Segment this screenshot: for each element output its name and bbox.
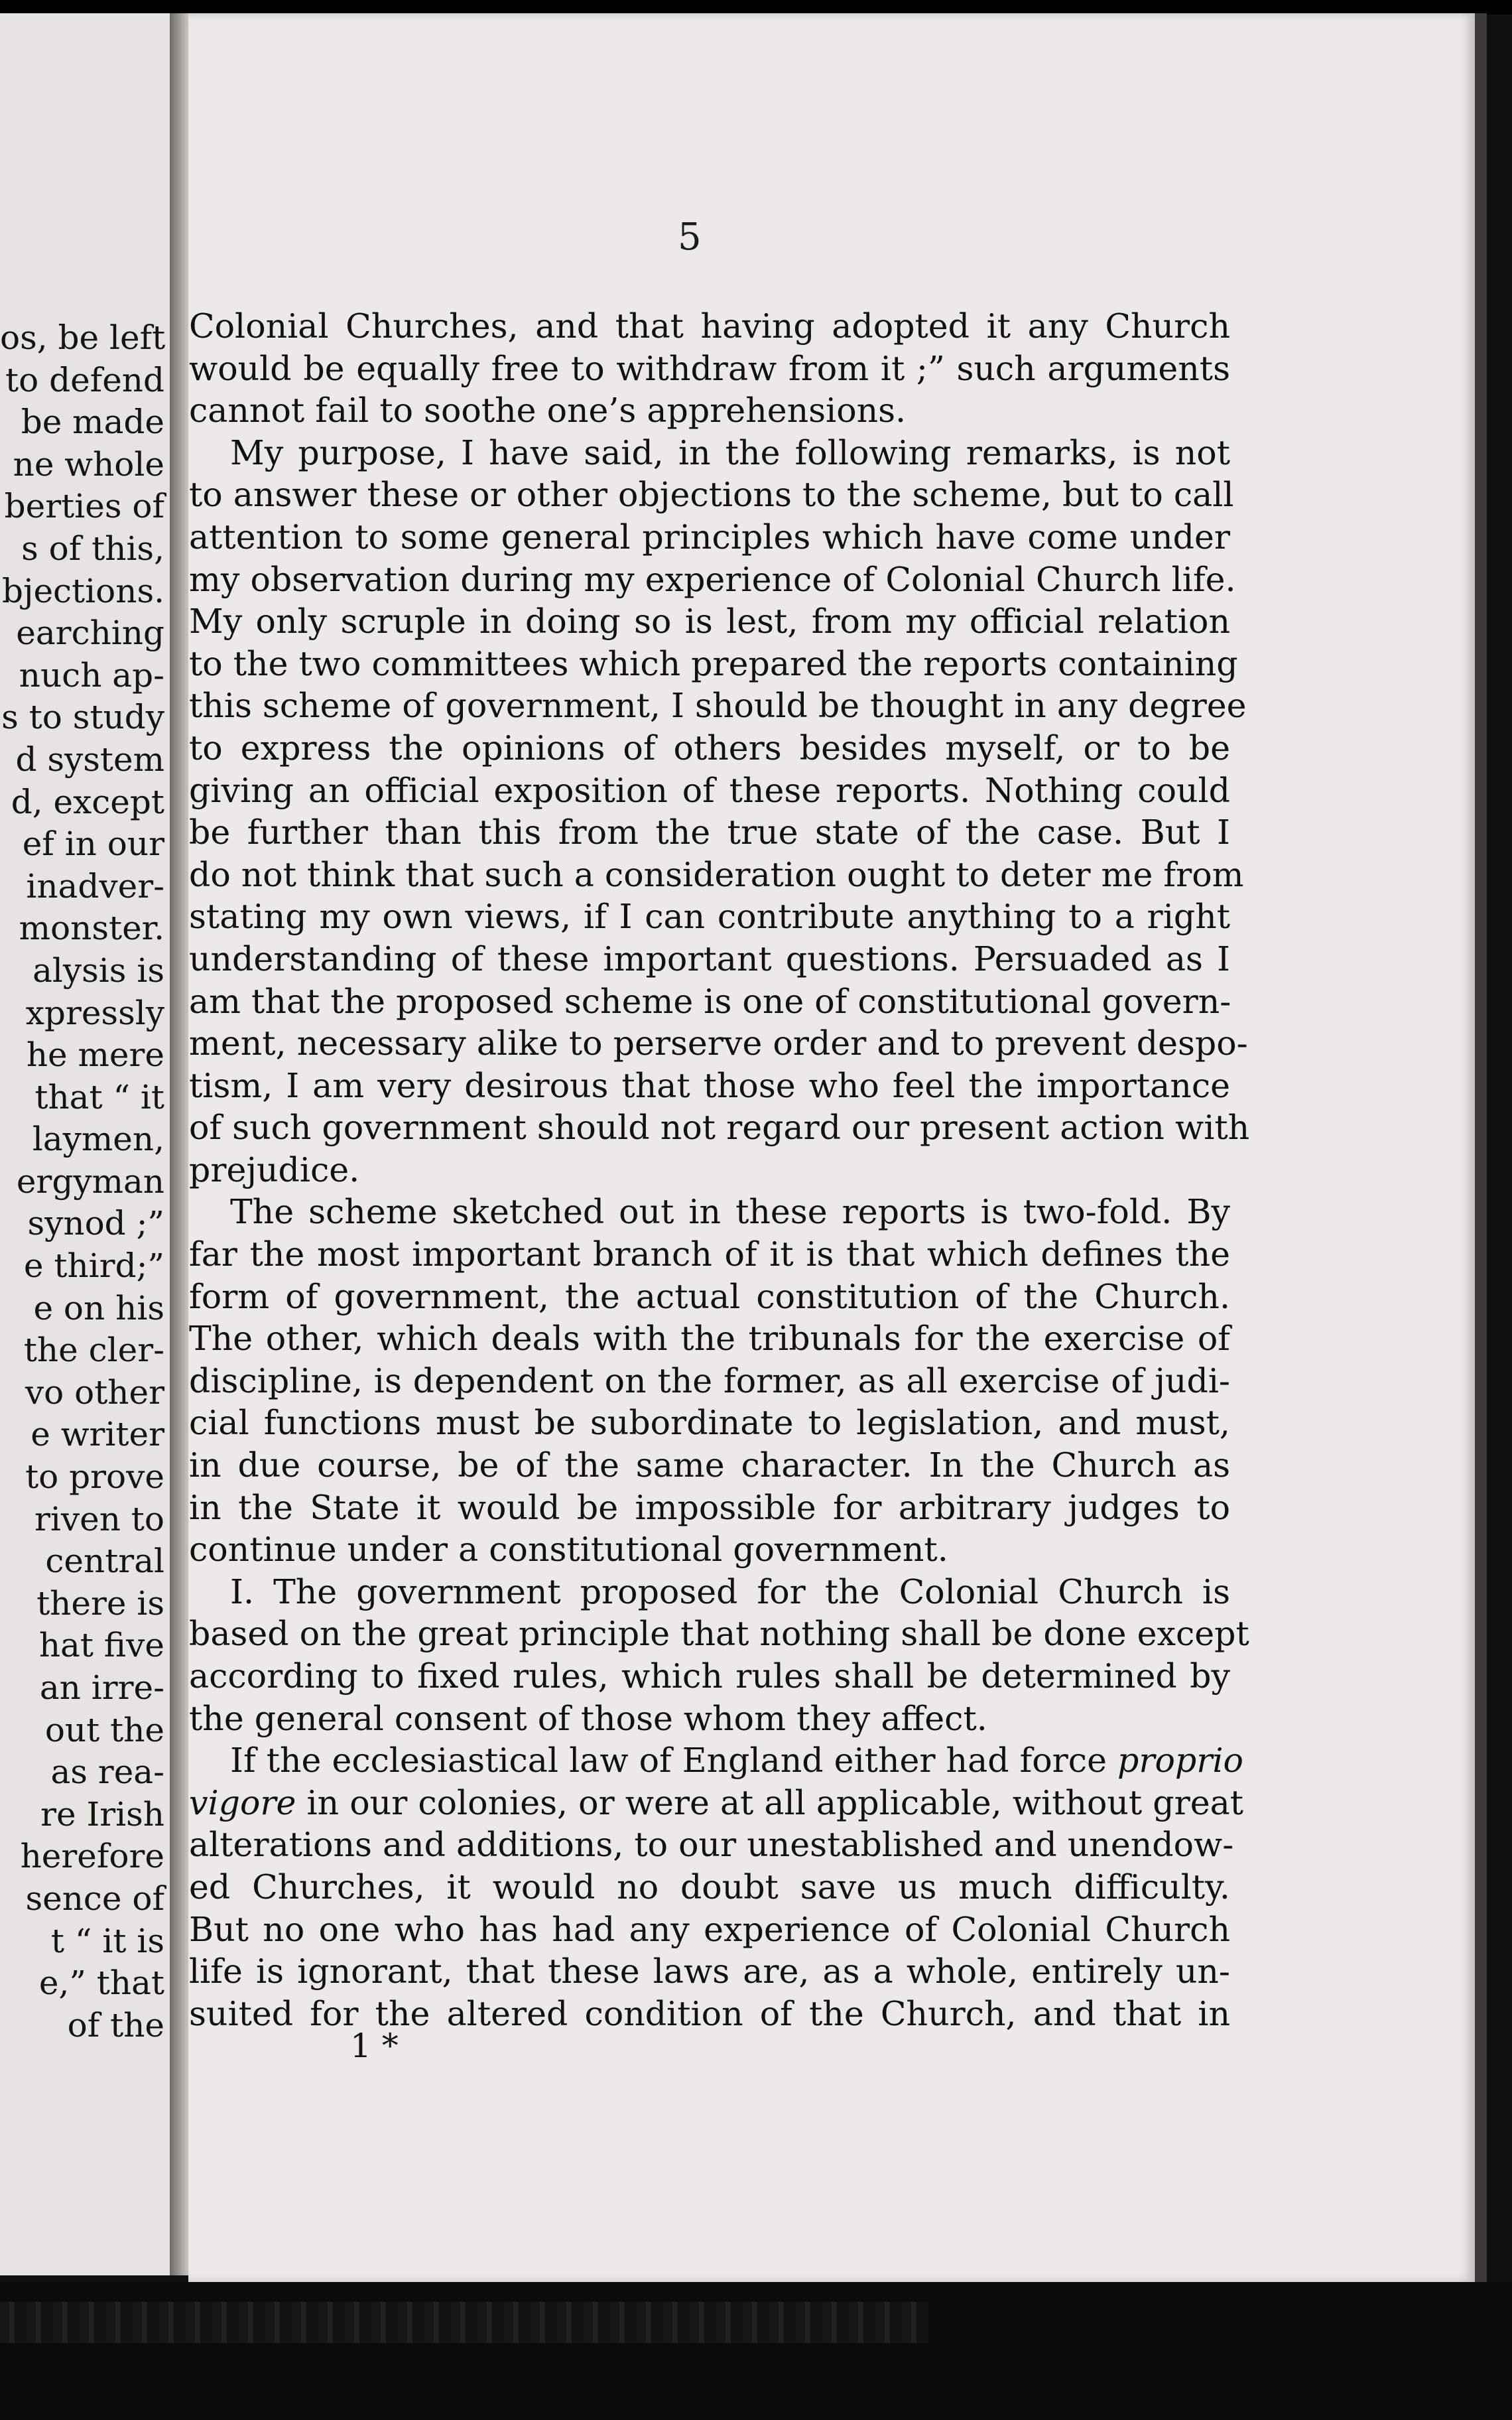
body-line: form of government, the actual constitution of the Church. [189,1276,1230,1316]
left-page-line: to prove [25,1457,164,1497]
body-line: ment, necessary alike to perserve order and to prevent despo- [189,1024,1248,1063]
left-page-line: ef in our [22,825,164,864]
body-line: vigore in our colonies, or were at all applicable, without great [189,1782,1244,1822]
left-page-line: d, except [11,782,164,821]
left-page-line: e,” that [38,1964,164,2003]
scan-bottom-strip [0,2302,928,2343]
left-page-line: nuch ap- [19,655,164,695]
body-line: discipline, is dependent on the former, as all exercise of judi- [189,1361,1230,1400]
left-page-line: d system [15,740,164,779]
body-line: life is ignorant, that these laws are, as a whole, entirely un- [189,1952,1230,1991]
body-line: tism, I am very desirous that those who feel the importance [189,1065,1230,1105]
body-line: attention to some general principles which have come under [189,517,1230,557]
left-page-line: of the [67,2005,164,2045]
body-line: I. The government proposed for the Colonial Church is [230,1572,1230,1611]
body-line: based on the great principle that nothing shall be done except [189,1614,1249,1654]
left-page-line: os, be left [0,318,166,357]
left-page-line: hat five [38,1626,164,1665]
body-line: My purpose, I have said, in the following remarks, is not [230,433,1230,472]
body-line: stating my own views, if I can contribute anything to a right [189,897,1230,937]
left-page-line: berties of [4,487,164,526]
left-page-line: t “ it is [50,1921,164,1960]
body-line: ed Churches, it would no doubt save us much difficulty. [189,1867,1230,1907]
body-line: in the State it would be impossible for arbitrary judges to [189,1487,1230,1527]
body-line: in due course, be of the same character. In the Church as [189,1445,1230,1485]
left-page-line: out the [44,1710,164,1749]
left-page-line: bjections. [1,571,164,610]
left-page-line: laymen, [32,1120,164,1159]
body-line: am that the proposed scheme is one of constitutional govern- [189,981,1231,1021]
body-line: be further than this from the true state of the case. But I [189,813,1230,852]
body-line: But no one who has had any experience of Colonial Church [189,1909,1230,1949]
left-page-line: synod ;” [27,1204,164,1243]
left-page-line: there is [36,1583,164,1623]
body-line: continue under a constitutional government. [189,1530,948,1570]
left-page-line: s of this, [21,529,164,568]
body-line: to express the opinions of others besides myself, or to be [189,728,1230,768]
body-line: according to fixed rules, which rules shall be determined by [189,1656,1230,1696]
body-line: the general consent of those whom they affect. [189,1698,987,1738]
body-line: alterations and additions, to our unestablished and unendow- [189,1825,1234,1865]
body-line: understanding of these important questions. Persuaded as I [189,939,1230,978]
left-page-line: herefore [20,1837,164,1876]
left-page-line: alysis is [32,951,164,990]
scan-top-border [0,0,1512,15]
left-page-line: e writer [31,1415,164,1454]
body-line: prejudice. [189,1150,360,1189]
left-page-line: ne whole [13,444,164,484]
body-line: of such government should not regard our present action with [189,1108,1250,1148]
page-number: 5 [678,216,702,259]
left-page-line: monster. [19,909,164,948]
left-page-line: e on his [33,1288,164,1327]
body-line: to answer these or other objections to the scheme, but to call [189,475,1234,515]
body-line: giving an official exposition of these reports. Nothing could [189,770,1230,810]
body-line: cial functions must be subordinate to legislation, and must, [189,1403,1230,1443]
page-gutter [170,13,190,2275]
left-page-line: to defend [5,360,164,399]
body-line: cannot fail to soothe one’s apprehensions. [189,391,907,431]
body-line: do not think that such a consideration ought to deter me from [189,854,1244,894]
body-text [189,305,1250,2035]
left-page-line: he mere [26,1036,164,1075]
left-page-line: be made [21,403,164,442]
left-page-line: central [45,1542,164,1581]
main-page-edge [1475,13,1487,2282]
left-page-line: as rea- [50,1753,164,1792]
body-line: far the most important branch of it is that which defines the [189,1235,1230,1274]
left-page-line: re Irish [40,1794,164,1834]
left-facing-page [0,13,178,2275]
body-line: to the two committees which prepared the reports containing [189,643,1238,683]
body-line: would be equally free to withdraw from it ;” such arguments [189,348,1230,388]
left-page-line: vo other [25,1373,164,1412]
left-page-line: earching [16,614,164,653]
left-page-text [0,317,164,2047]
body-line: My only scruple in doing so is lest, from my official relation [189,602,1230,641]
left-page-line: an irre- [39,1668,164,1707]
left-page-line: s to study [1,698,164,737]
left-page-line: e third;” [23,1246,164,1286]
body-line: suited for the altered condition of the Church, and that in [189,1993,1230,2033]
body-line: Colonial Churches, and that having adopted it any Church [189,306,1230,346]
body-line: The other, which deals with the tribunals for the exercise of [189,1319,1230,1359]
left-page-line: inadver- [26,866,164,906]
left-page-line: sence of [25,1879,164,1918]
left-page-line: ergyman [16,1162,164,1201]
body-line: If the ecclesiastical law of England either had force proprio [230,1741,1243,1781]
left-page-line: the cler- [23,1331,164,1370]
signature-mark: 1 * [350,2027,399,2065]
body-line: The scheme sketched out in these reports is two-fold. By [230,1192,1230,1232]
body-line: this scheme of government, I should be thought in any degree [189,686,1247,726]
body-line: my observation during my experience of Colonial Church life. [189,559,1236,599]
left-page-line: xpressly [25,993,164,1032]
left-page-line: riven to [34,1499,164,1538]
left-page-line: that “ it [34,1077,164,1116]
